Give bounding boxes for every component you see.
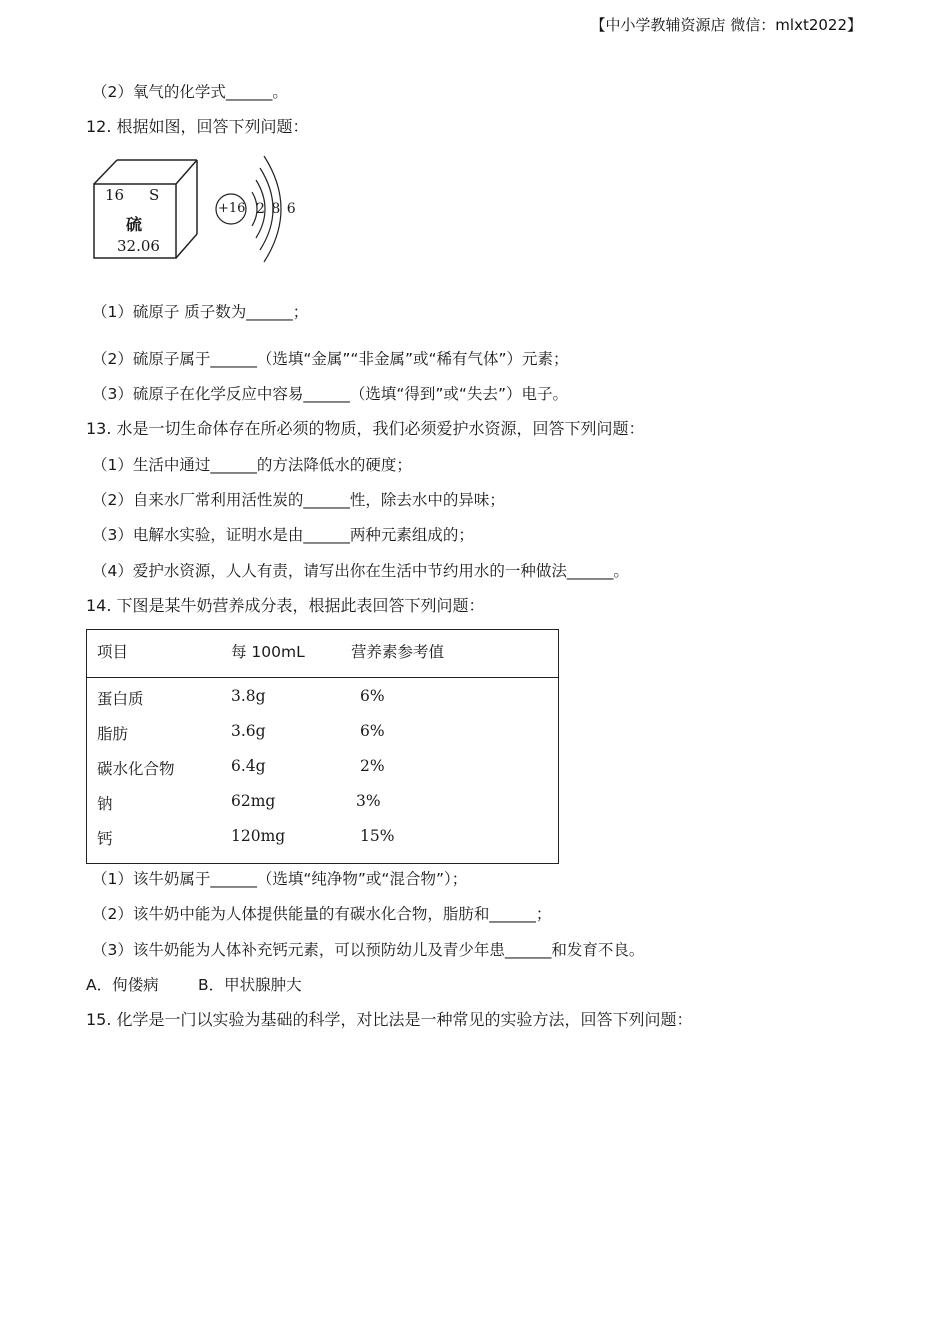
table-cell: 3.6g [231,722,266,740]
table-cell: 62mg [231,792,276,810]
q12-part1: （1）硫原子 质子数为______； [92,303,309,321]
electron-shells: 2 8 6 [256,201,297,217]
table-cell: 碳水化合物 [97,760,175,778]
table-cell: 6% [360,722,385,740]
q13-part3: （3）电解水实验，证明水是由______两种元素组成的； [92,526,474,544]
nutrition-table [86,629,559,864]
nucleus-charge: +16 [218,201,246,216]
table-cell: 钙 [97,830,113,848]
table-cell: 15% [360,827,395,845]
table-header: 营养素参考值 [351,643,445,661]
sulfur-element-cell [86,155,204,267]
table-cell: 6.4g [231,757,266,775]
q13-part1: （1）生活中通过______的方法降低水的硬度； [92,456,412,474]
q11-part2: （2）氧气的化学式______。 [92,83,288,101]
sulfur-atom-structure [212,150,302,265]
table-cell: 3% [356,792,381,810]
table-header: 项目 [97,643,129,661]
question-15: 15. 化学是一门以实验为基础的科学，对比法是一种常见的实验方法，回答下列问题： [86,1010,693,1029]
table-cell: 120mg [231,827,286,845]
q14-part2: （2）该牛奶中能为人体提供能量的有碳水化合物，脂肪和______； [92,905,552,923]
element-name: 硫 [126,215,143,234]
question-12: 12. 根据如图，回答下列问题： [86,117,309,136]
table-cell: 脂肪 [97,725,129,743]
question-14: 14. 下图是某牛奶营养成分表，根据此表回答下列问题： [86,596,485,615]
question-13: 13. 水是一切生命体存在所必须的物质，我们必须爱护水资源，回答下列问题： [86,419,645,438]
q13-part4: （4）爱护水资源，人人有责，请写出你在生活中节约用水的一种做法______。 [92,562,629,580]
table-cell: 6% [360,687,385,705]
shop-header: 【中小学教辅资源店 微信：mlxt2022】 [590,16,862,34]
q12-part2: （2）硫原子属于______（选填“金属”“非金属”或“稀有气体”）元素； [92,350,569,368]
q13-part2: （2）自来水厂常利用活性炭的______性，除去水中的异味； [92,491,505,509]
table-header: 每 100mL [231,643,305,661]
q14-options: A．佝偻病 B．甲状腺肿大 [86,976,302,994]
table-cell: 2% [360,757,385,775]
element-symbol: S [149,186,160,204]
q14-part3: （3）该牛奶能为人体补充钙元素，可以预防幼儿及青少年患______和发育不良。 [92,941,645,959]
table-cell: 3.8g [231,687,266,705]
table-header-separator [87,677,558,678]
atomic-number: 16 [105,186,125,204]
atomic-mass: 32.06 [117,237,160,255]
q14-part1: （1）该牛奶属于______（选填“纯净物”或“混合物”）； [92,870,468,888]
table-cell: 蛋白质 [97,690,144,708]
q12-part3: （3）硫原子在化学反应中容易______（选填“得到”或“失去”）电子。 [92,385,568,403]
table-cell: 钠 [97,795,113,813]
